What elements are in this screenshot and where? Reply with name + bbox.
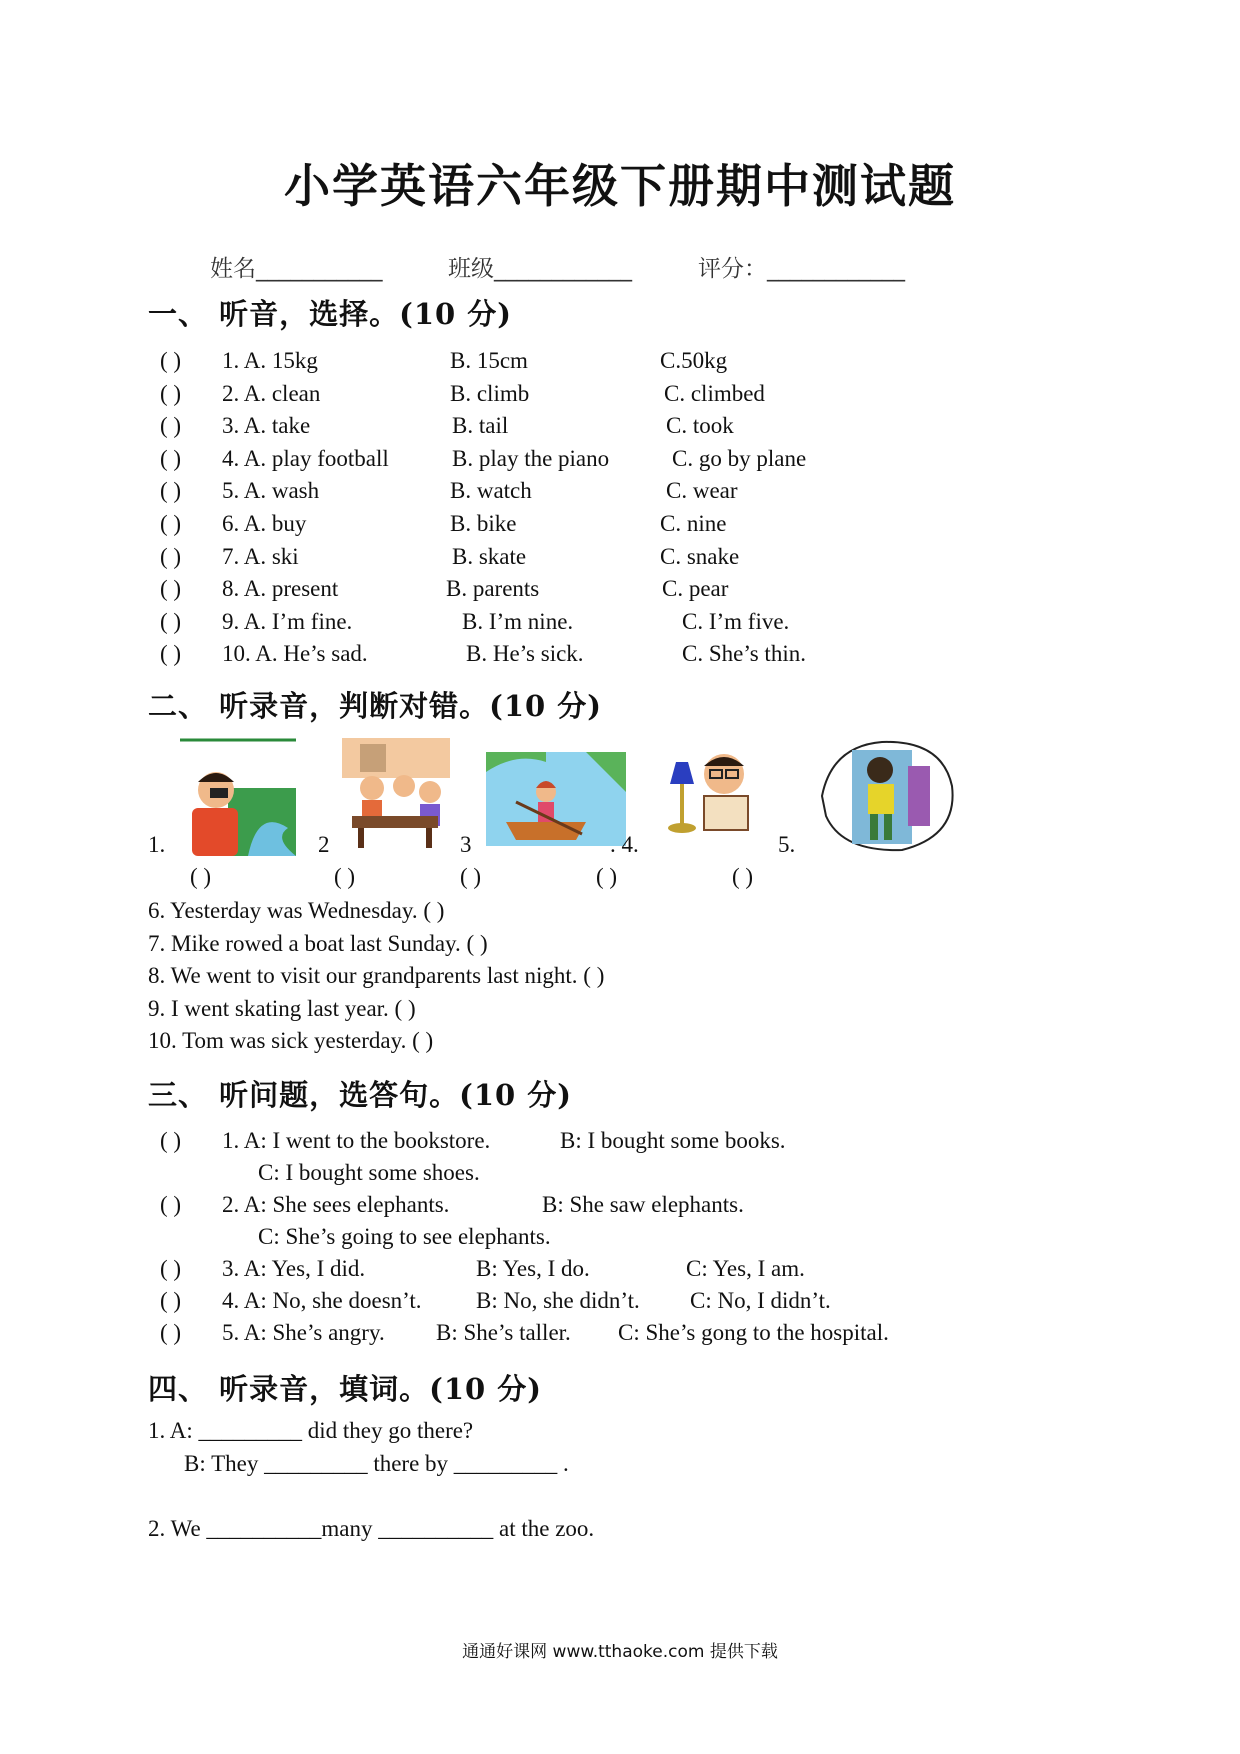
option-b: B. climb — [450, 381, 530, 406]
picture-5-ice-skating — [812, 736, 962, 856]
option-b: B. 15cm — [450, 348, 528, 373]
picture-label: 3 — [460, 832, 472, 857]
option-c: C: She’s gong to the hospital. — [618, 1320, 889, 1345]
option-c: C: I bought some shoes. — [258, 1160, 480, 1185]
option-c: C.50kg — [660, 348, 728, 373]
picture-answer-paren: ( ) — [596, 864, 618, 889]
section-2-heading: 二、 听录音，判断对错。(10 分) — [148, 689, 602, 723]
option-b: B: No, she didn’t. — [476, 1288, 640, 1313]
fill-question-2: 2. We __________many __________ at the zoo. — [148, 1516, 595, 1541]
option-b: B: Yes, I do. — [476, 1256, 590, 1281]
section-4-heading: 四、 听录音，填词。(10 分) — [148, 1372, 542, 1406]
name-field: 姓名___________ — [210, 256, 383, 282]
option-c: C. nine — [660, 511, 727, 536]
answer-paren: ( ) — [160, 381, 182, 406]
option-a: 9. A. I’m fine. — [222, 609, 353, 634]
option-c: C. She’s thin. — [682, 641, 806, 666]
fill-question-1b: B: They _________ there by _________ . — [184, 1451, 569, 1476]
option-c: C. go by plane — [672, 446, 807, 471]
statement-item: 9. I went skating last year. ( ) — [148, 996, 416, 1021]
page-title: 小学英语六年级下册期中测试题 — [284, 159, 956, 213]
option-c: C. wear — [666, 478, 738, 503]
option-a: 1. A. 15kg — [222, 348, 318, 373]
picture-4-reading-by-lamp — [664, 744, 760, 844]
option-a: 10. A. He’s sad. — [222, 641, 368, 666]
option-b: B. He’s sick. — [466, 641, 584, 666]
option-b: B. play the piano — [452, 446, 610, 471]
option-b: B. bike — [450, 511, 517, 536]
option-a: 2. A. clean — [222, 381, 321, 406]
option-b: B. skate — [452, 544, 527, 569]
answer-paren: ( ) — [160, 1320, 182, 1345]
answer-paren: ( ) — [160, 478, 182, 503]
picture-answer-paren: ( ) — [190, 864, 212, 889]
option-b: B. tail — [452, 413, 509, 438]
option-c: C. snake — [660, 544, 740, 569]
option-a: 3. A. take — [222, 413, 311, 438]
answer-paren: ( ) — [160, 576, 182, 601]
picture-1-sightseeing — [178, 738, 298, 858]
option-a: 7. A. ski — [222, 544, 299, 569]
option-a: 1. A: I went to the bookstore. — [222, 1128, 491, 1153]
option-a: 4. A. play football — [222, 446, 389, 471]
option-a: 5. A. wash — [222, 478, 320, 503]
option-c: C: No, I didn’t. — [690, 1288, 831, 1313]
option-c: C. I’m five. — [682, 609, 790, 634]
option-a: 2. A: She sees elephants. — [222, 1192, 450, 1217]
statement-item: 7. Mike rowed a boat last Sunday. ( ) — [148, 931, 488, 956]
option-c: C. pear — [662, 576, 729, 601]
picture-label: . 4. — [610, 832, 639, 857]
picture-3-rowing-boat — [486, 752, 626, 846]
fill-question-1a: 1. A: _________ did they go there? — [148, 1418, 474, 1443]
option-c: C. climbed — [664, 381, 765, 406]
option-b: B: She’s taller. — [436, 1320, 571, 1345]
answer-paren: ( ) — [160, 511, 182, 536]
option-b: B: I bought some books. — [560, 1128, 786, 1153]
option-b: B. parents — [446, 576, 540, 601]
answer-paren: ( ) — [160, 1256, 182, 1281]
picture-answer-paren: ( ) — [460, 864, 482, 889]
picture-label: 2 — [318, 832, 330, 857]
picture-label: 5. — [778, 832, 796, 857]
picture-label: 1. — [148, 832, 166, 857]
picture-answer-paren: ( ) — [334, 864, 356, 889]
statement-item: 6. Yesterday was Wednesday. ( ) — [148, 898, 445, 923]
answer-paren: ( ) — [160, 1192, 182, 1217]
answer-paren: ( ) — [160, 544, 182, 569]
answer-paren: ( ) — [160, 609, 182, 634]
answer-paren: ( ) — [160, 348, 182, 373]
option-a: 5. A: She’s angry. — [222, 1320, 385, 1345]
answer-paren: ( ) — [160, 413, 182, 438]
option-c: C: She’s going to see elephants. — [258, 1224, 551, 1249]
footer-credit: 通通好课网 www.tthaoke.com 提供下载 — [462, 1642, 778, 1662]
section-3-heading: 三、 听问题，选答句。(10 分) — [148, 1078, 572, 1112]
option-a: 3. A: Yes, I did. — [222, 1256, 366, 1281]
answer-paren: ( ) — [160, 641, 182, 666]
option-a: 4. A: No, she doesn’t. — [222, 1288, 422, 1313]
class-field: 班级____________ — [448, 256, 632, 282]
option-c: C. took — [666, 413, 734, 438]
statement-item: 8. We went to visit our grandparents last night. ( ) — [148, 963, 605, 988]
picture-2-family-dinner — [342, 738, 450, 848]
option-a: 6. A. buy — [222, 511, 307, 536]
option-b: B. watch — [450, 478, 532, 503]
answer-paren: ( ) — [160, 446, 182, 471]
picture-answer-paren: ( ) — [732, 864, 754, 889]
answer-paren: ( ) — [160, 1288, 182, 1313]
score-field: 评分：____________ — [698, 256, 905, 282]
option-a: 8. A. present — [222, 576, 339, 601]
section-1-heading: 一、 听音，选择。(10 分) — [148, 297, 512, 331]
option-b: B. I’m nine. — [462, 609, 574, 634]
statement-item: 10. Tom was sick yesterday. ( ) — [148, 1028, 434, 1053]
answer-paren: ( ) — [160, 1128, 182, 1153]
option-b: B: She saw elephants. — [542, 1192, 744, 1217]
option-c: C: Yes, I am. — [686, 1256, 805, 1281]
